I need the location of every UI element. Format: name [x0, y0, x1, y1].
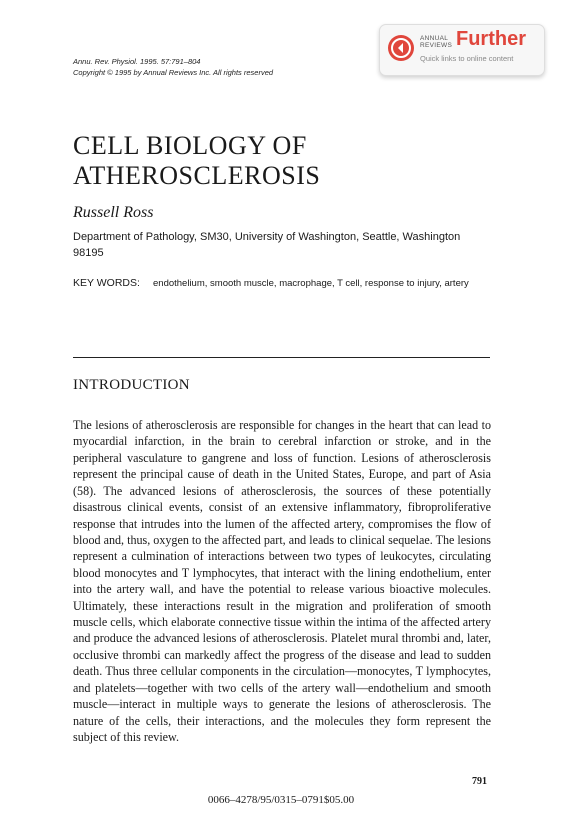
badge-subtitle: Quick links to online content [420, 54, 514, 63]
section-body-text: The lesions of atherosclerosis are responsible for changes in the heart that can lead to myocardial infarction, in the brain to cerebral infarction or stroke, and in the peripheral vasculature to gangrene and loss of function. Lesions of atherosclerosis represent the principal cause of death in the United States, Europe, and part of Asia (58). The advanced lesions of atherosclerosis, the sources of these potentially disastrous clinical events, consist of an extensive inflammatory, fibroproliferative response that intrudes into the lumen of the affected artery, compromises the flow of blood and, thus, oxygen to the affected part, and leads to clinical sequelae. The lesions represent a culmination of interactions between two types of leukocytes, circulating blood monocytes and T lymphocytes, that interact with the lining endothelium, enter into the artery wall, and have the potential to release various bioactive molecules. Ultimately, these interactions result in the migration and proliferation of smooth muscle cells, which elaborate connective tissue within the intima of the affected artery and produce the advanced lesions of atherosclerosis. Platelet mural thrombi and, later, occlusive thrombi can markedly affect the progress of the disease and lead to sudden death. Thus three cellular components in the circulation—monocytes, T lymphocytes, and platelets—together with two cells of the artery wall—endothelium and smooth muscle—interact in multiple ways to generate the lesions of atherosclerosis. The nature of the cells, their interactions, and the molecules they form represent the subject of this review. [73, 418, 492, 745]
article-author: Russell Ross [73, 204, 154, 221]
footer-code: 0066–4278/95/0315–0791$05.00 [207, 794, 355, 806]
keywords-label: KEY WORDS: [73, 277, 140, 289]
article-title: CELL BIOLOGY OF ATHEROSCLEROSIS [73, 131, 321, 190]
author-affiliation: Department of Pathology, SM30, University of Washington, Seattle, Washington 98195 [73, 231, 461, 259]
chevron-left-icon [388, 35, 414, 61]
badge-annual-text: ANNUAL [420, 35, 449, 42]
section-divider [73, 357, 490, 358]
badge-reviews-text: REVIEWS [420, 42, 453, 49]
journal-copyright: Copyright © 1995 by Annual Reviews Inc. All rights reserved [73, 68, 274, 77]
annual-reviews-further-badge[interactable] [379, 24, 545, 76]
keywords-list: endothelium, smooth muscle, macrophage, T cell, response to injury, artery [153, 278, 469, 289]
section-heading: INTRODUCTION [73, 377, 190, 393]
page-number: 791 [472, 776, 487, 787]
badge-further-text: Further [456, 28, 526, 50]
keywords-row [73, 277, 469, 289]
journal-citation: Annu. Rev. Physiol. 1995. 57:791–804 [73, 57, 201, 66]
